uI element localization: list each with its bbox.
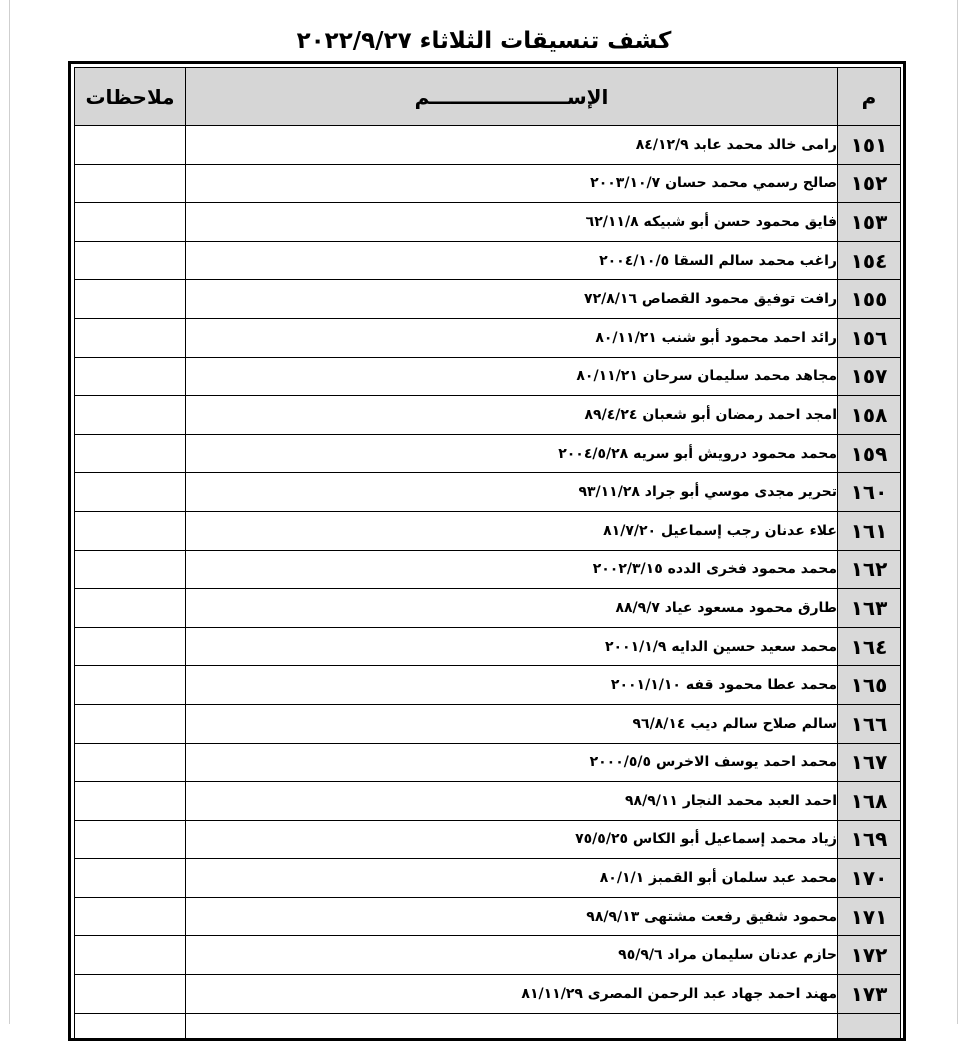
- table-row: [75, 357, 901, 396]
- table-row: [75, 280, 901, 319]
- row-number: ١٦٩: [838, 820, 901, 859]
- row-notes: [75, 782, 186, 821]
- table-row: [75, 203, 901, 242]
- row-name: فايق محمود حسن أبو شبيكه ٦٢/١١/٨: [186, 203, 838, 242]
- row-notes: [75, 396, 186, 435]
- row-notes: [75, 859, 186, 898]
- row-number: ١٦٤: [838, 627, 901, 666]
- row-notes: [75, 550, 186, 589]
- row-notes: [75, 743, 186, 782]
- row-notes: [75, 975, 186, 1014]
- header-notes: ملاحظات: [75, 68, 186, 126]
- row-name: رافت توفيق محمود القصاص ٧٢/٨/١٦: [186, 280, 838, 319]
- row-number: ١٥٢: [838, 164, 901, 203]
- row-notes: [75, 666, 186, 705]
- row-number: ١٦٣: [838, 589, 901, 628]
- row-notes: [75, 589, 186, 628]
- table-row: [75, 396, 901, 435]
- row-number: ١٦٨: [838, 782, 901, 821]
- table-row: [75, 782, 901, 821]
- table-row: [75, 589, 901, 628]
- row-notes: [75, 203, 186, 242]
- row-notes: [75, 936, 186, 975]
- row-name: رامى خالد محمد عابد ٨٤/١٢/٩: [186, 126, 838, 165]
- row-name: محمد عطا محمود قفه ٢٠٠١/١/١٠: [186, 666, 838, 705]
- table-row: [75, 241, 901, 280]
- row-number: ١٦٢: [838, 550, 901, 589]
- row-name: سالم صلاح سالم ديب ٩٦/٨/١٤: [186, 704, 838, 743]
- table-row: [75, 126, 901, 165]
- row-name: محمد محمود فخرى الدده ٢٠٠٢/٣/١٥: [186, 550, 838, 589]
- row-number: ١٦٠: [838, 473, 901, 512]
- header-name: الإســــــــــــــــــــم: [186, 68, 838, 126]
- row-name: مهند احمد جهاد عبد الرحمن المصرى ٨١/١١/٢٩: [186, 975, 838, 1014]
- row-number: ١٥٨: [838, 396, 901, 435]
- row-name: صالح رسمي محمد حسان ٢٠٠٣/١٠/٧: [186, 164, 838, 203]
- table-row: [75, 550, 901, 589]
- header-number: م: [838, 68, 901, 126]
- roster-table: [74, 67, 901, 1041]
- row-name: زياد محمد إسماعيل أبو الكاس ٧٥/٥/٢٥: [186, 820, 838, 859]
- row-number: ١٦٧: [838, 743, 901, 782]
- row-name: محمد سعيد حسين الدايه ٢٠٠١/١/٩: [186, 627, 838, 666]
- row-number: ١٥٤: [838, 241, 901, 280]
- roster-body: [75, 126, 901, 1041]
- table-row: [75, 936, 901, 975]
- row-name: تحرير مجدى موسي أبو جراد ٩٣/١١/٢٨: [186, 473, 838, 512]
- row-number: ١٥٧: [838, 357, 901, 396]
- table-row: [75, 820, 901, 859]
- table-row: [75, 473, 901, 512]
- row-number: ١٥٩: [838, 434, 901, 473]
- row-number: ١٧٠: [838, 859, 901, 898]
- table-row-cutoff: [75, 1013, 901, 1041]
- row-number: ١٥٥: [838, 280, 901, 319]
- row-name: امجد احمد رمضان أبو شعبان ٨٩/٤/٢٤: [186, 396, 838, 435]
- row-notes: [75, 473, 186, 512]
- row-notes: [75, 318, 186, 357]
- table-row: [75, 743, 901, 782]
- row-notes: [75, 241, 186, 280]
- row-name: مجاهد محمد سليمان سرحان ٨٠/١١/٢١: [186, 357, 838, 396]
- row-name: محمد احمد يوسف الاخرس ٢٠٠٠/٥/٥: [186, 743, 838, 782]
- table-row: [75, 704, 901, 743]
- row-name: محمود شفيق رفعت مشتهى ٩٨/٩/١٣: [186, 897, 838, 936]
- roster-sheet: [68, 61, 906, 1041]
- row-notes: [75, 126, 186, 165]
- row-notes: [75, 627, 186, 666]
- table-row: [75, 164, 901, 203]
- row-name: محمد محمود درويش أبو سريه ٢٠٠٤/٥/٢٨: [186, 434, 838, 473]
- page-edge-left: [9, 0, 10, 1024]
- row-name: حازم عدنان سليمان مراد ٩٥/٩/٦: [186, 936, 838, 975]
- table-row: [75, 511, 901, 550]
- table-row: [75, 627, 901, 666]
- row-number: ١٥١: [838, 126, 901, 165]
- row-notes: [75, 897, 186, 936]
- row-number: [838, 1013, 901, 1041]
- row-notes: [75, 164, 186, 203]
- row-number: ١٦٦: [838, 704, 901, 743]
- row-name: طارق محمود مسعود عياد ٨٨/٩/٧: [186, 589, 838, 628]
- page-edge-right: [957, 0, 958, 1024]
- row-name: احمد العبد محمد النجار ٩٨/٩/١١: [186, 782, 838, 821]
- row-number: ١٦١: [838, 511, 901, 550]
- row-number: ١٧١: [838, 897, 901, 936]
- row-name: راغب محمد سالم السقا ٢٠٠٤/١٠/٥: [186, 241, 838, 280]
- table-row: [75, 434, 901, 473]
- row-notes: [75, 434, 186, 473]
- row-number: ١٥٦: [838, 318, 901, 357]
- row-notes: [75, 280, 186, 319]
- header-row: [75, 68, 901, 126]
- table-row: [75, 318, 901, 357]
- row-number: ١٧٢: [838, 936, 901, 975]
- row-number: ١٦٥: [838, 666, 901, 705]
- row-notes: [75, 820, 186, 859]
- page-title: كشف تنسيقات الثلاثاء ٢٠٢٢/٩/٢٧: [0, 26, 968, 56]
- row-name: رائد احمد محمود أبو شنب ٨٠/١١/٢١: [186, 318, 838, 357]
- table-row: [75, 975, 901, 1014]
- row-notes: [75, 1013, 186, 1041]
- row-notes: [75, 511, 186, 550]
- row-number: ١٧٣: [838, 975, 901, 1014]
- table-row: [75, 859, 901, 898]
- table-row: [75, 897, 901, 936]
- row-name: علاء عدنان رجب إسماعيل ٨١/٧/٢٠: [186, 511, 838, 550]
- row-notes: [75, 704, 186, 743]
- row-name: محمد عبد سلمان أبو القمبز ٨٠/١/١: [186, 859, 838, 898]
- row-notes: [75, 357, 186, 396]
- row-number: ١٥٣: [838, 203, 901, 242]
- table-row: [75, 666, 901, 705]
- row-name: [186, 1013, 838, 1041]
